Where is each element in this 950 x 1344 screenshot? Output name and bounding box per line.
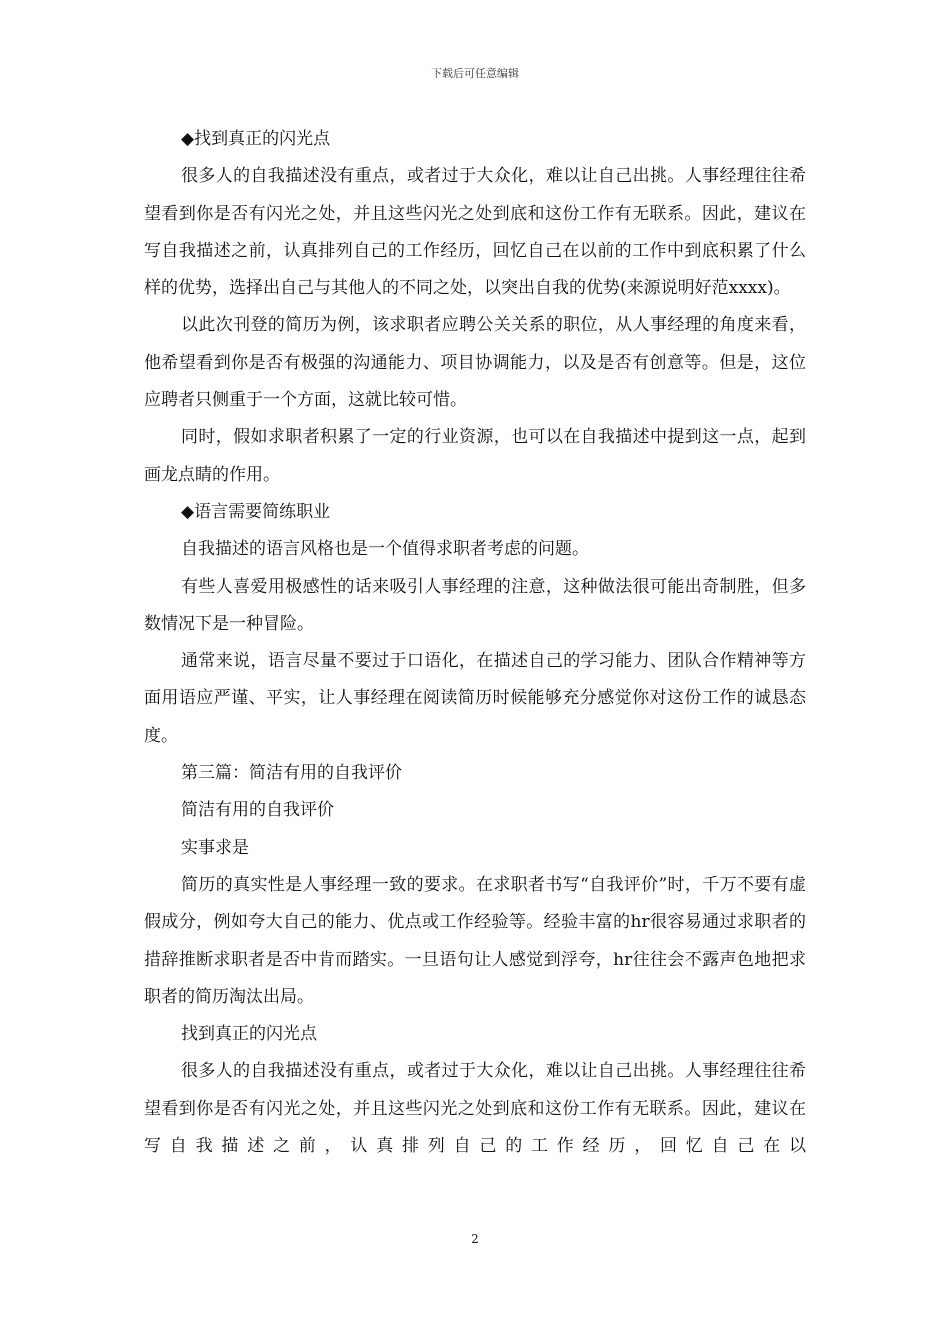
heading-find-highlight: ◆找到真正的闪光点 [181, 129, 331, 149]
paragraph: 很多人的自我描述没有重点，或者过于大众化，难以让自己出挑。人事经理往往希望看到你是否有闪光之处，并且这些闪光之处到底和这份工作有无联系。因此，建议在写自我描述之前，认真排列自己的工作经历，回忆自己在以前的工作中到底积累了什么样的优势，选择出自己与其他人的不同之处，以突出自我的优势(来源说明好范xxxx)。 [144, 166, 806, 299]
paragraph: 很多人的自我描述没有重点，或者过于大众化，难以让自己出挑。人事经理往往希望看到你是否有闪光之处，并且这些闪光之处到底和这份工作有无联系。因此，建议在写自我描述之前，认真排列自己的工作经历，回忆自己在以 [144, 1061, 806, 1157]
paragraph: 有些人喜爱用极感性的话来吸引人事经理的注意，这种做法很可能出奇制胜，但多数情况下是一种冒险。 [144, 576, 806, 634]
subheading-find-highlight: 找到真正的闪光点 [181, 1024, 318, 1045]
document-body [144, 121, 806, 1165]
section-title: 第三篇：简洁有用的自我评价 [181, 763, 403, 784]
paragraph: 简历的真实性是人事经理一致的要求。在求职者书写“自我评价”时，千万不要有虚假成分，例如夸大自己的能力、优点或工作经验等。经验丰富的hr很容易通过求职者的措辞推断求职者是否中肯而踏实。一旦语句让人感觉到浮夸，hr往往会不露声色地把求职者的简历淘汰出局。 [144, 874, 806, 1007]
page-number: 2 [471, 1232, 479, 1246]
heading-language-concise: ◆语言需要简练职业 [181, 501, 331, 522]
paragraph: 以此次刊登的简历为例，该求职者应聘公关关系的职位，从人事经理的角度来看，他希望看到你是否有极强的沟通能力、项目协调能力，以及是否有创意等。但是，这位应聘者只侧重于一个方面，这就比较可惜。 [144, 315, 806, 411]
subheading-truthful: 实事求是 [181, 837, 250, 858]
paragraph: 自我描述的语言风格也是一个值得求职者考虑的问题。 [181, 539, 590, 560]
subsection-title: 简洁有用的自我评价 [181, 800, 335, 821]
page-header-note: 下载后可任意编辑 [431, 67, 519, 80]
paragraph: 通常来说，语言尽量不要过于口语化，在描述自己的学习能力、团队合作精神等方面用语应严谨、平实，让人事经理在阅读简历时候能够充分感觉你对这份工作的诚恳态度。 [144, 651, 806, 746]
paragraph: 同时，假如求职者积累了一定的行业资源，也可以在自我描述中提到这一点，起到画龙点睛的作用。 [144, 427, 806, 485]
